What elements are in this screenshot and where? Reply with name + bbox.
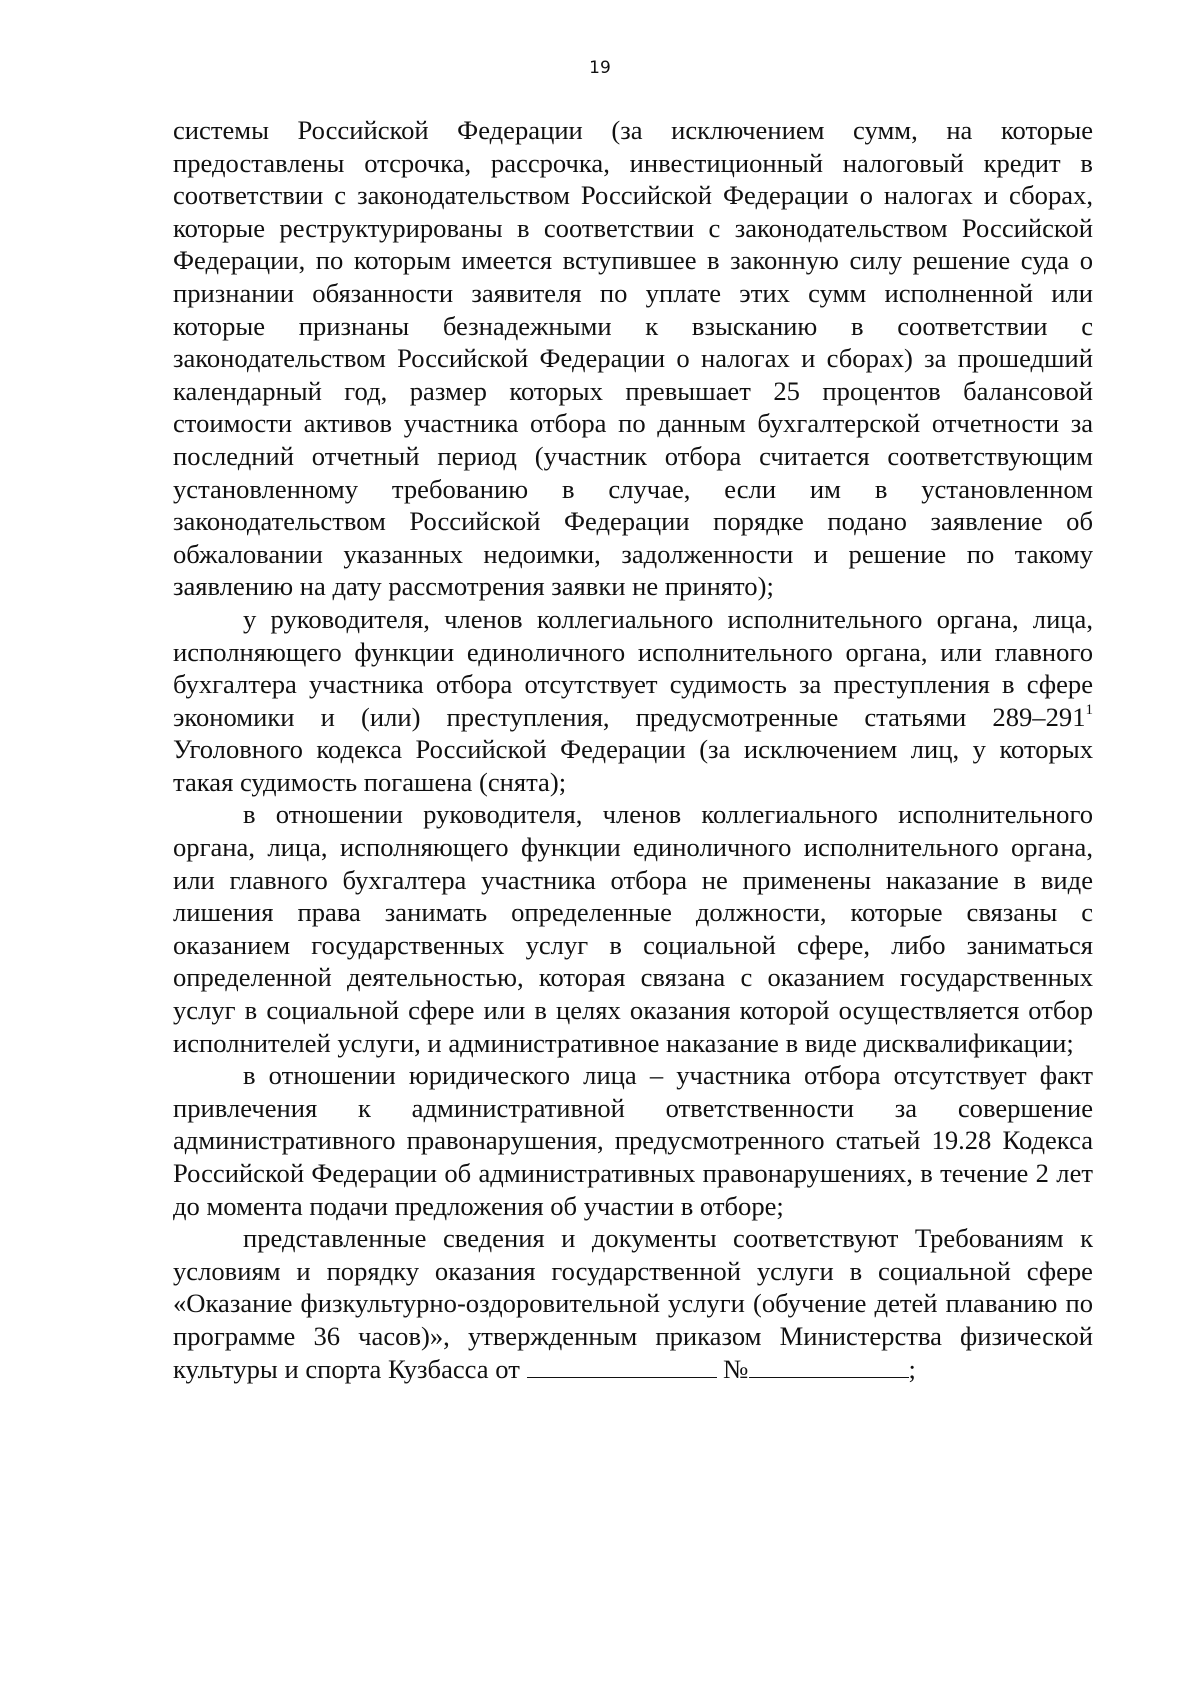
page-number: 19 (589, 58, 611, 78)
criminal-record-text: у руководителя, членов коллегиального исполнительного органа, лица, исполняющего функции единоличного исполнительного органа, или главного бухгалтера участника отбора отсутствует судимость за преступления в сфере экономики и (или) преступления, предусмотренные статьями 289–291 (173, 603, 1093, 732)
end-punctuation: ; (908, 1353, 916, 1384)
date-label: от (495, 1353, 520, 1384)
paragraph-arrears-continuation: системы Российской Федерации (за исключением сумм, на которые предоставлены отсрочка, рассрочка, инвестиционный налоговый кредит в соответствии с законодательством Российской Федерации о налогах и сборах, которые реструктурированы в соответствии с законодательством Российской Федерации, по которым имеется вступившее в законную силу решение суда о признании обязанности заявителя по уплате этих сумм исполненной или которые признаны безнадежными к взысканию в соответствии с законодательством Российской Федерации о налогах и сборах) за прошедший календарный год, размер которых превышает 25 процентов балансовой стоимости активов участника отбора по данным бухгалтерской отчетности за последний отчетный период (участник отбора считается соответствующим установленному требованию в случае, если им в установленном законодательством Российской Федерации порядке подано заявление об обжаловании указанных недоимки, задолженности и решение по такому заявлению на дату рассмотрения заявки не принято); (173, 115, 1093, 602)
criminal-record-text-end: Уголовного кодекса Российской Федерации (за исключением лиц, у которых такая судимость погашена (снята); (173, 734, 1093, 797)
paragraph-disqualification: в отношении руководителя, членов коллегиального исполнительного органа, лица, исполняющего функции единоличного исполнительного органа, или главного бухгалтера участника отбора не применены наказание в виде лишения права занимать определенные должности, которые связаны с оказанием государственных услуг в социальной сфере, либо заниматься определенной деятельностью, которая связана с оказанием государственных услуг в социальной сфере или в целях оказания которой осуществляется отбор исполнителей услуги, и административное наказание в виде дисквалификации; (173, 799, 1093, 1058)
paragraph-criminal-record (173, 603, 1093, 799)
paragraph-administrative-liability: в отношении юридического лица – участника отбора отсутствует факт привлечения к административной ответственности за совершение административного правонарушения, предусмотренного статьей 19.28 Кодекса Российской Федерации об административных правонарушениях, в течение 2 лет до момента подачи предложения об участии в отборе; (173, 1060, 1093, 1221)
number-label: № (723, 1353, 749, 1384)
paragraph-requirements (173, 1222, 1093, 1385)
article-superscript: 1 (1085, 701, 1093, 718)
document-body (173, 114, 1093, 1385)
requirements-text: представленные сведения и документы соответствуют Требованиям к условиям и порядку оказания государственной услуги в социальной сфере «Оказание физкультурно-оздоровительной услуги (обучение детей плаванию по программе 36 часов)», утвержденным приказом Министерства физической культуры и спорта Кузбасса (173, 1223, 1093, 1384)
date-blank-line (527, 1355, 717, 1378)
number-blank-line (749, 1355, 909, 1378)
